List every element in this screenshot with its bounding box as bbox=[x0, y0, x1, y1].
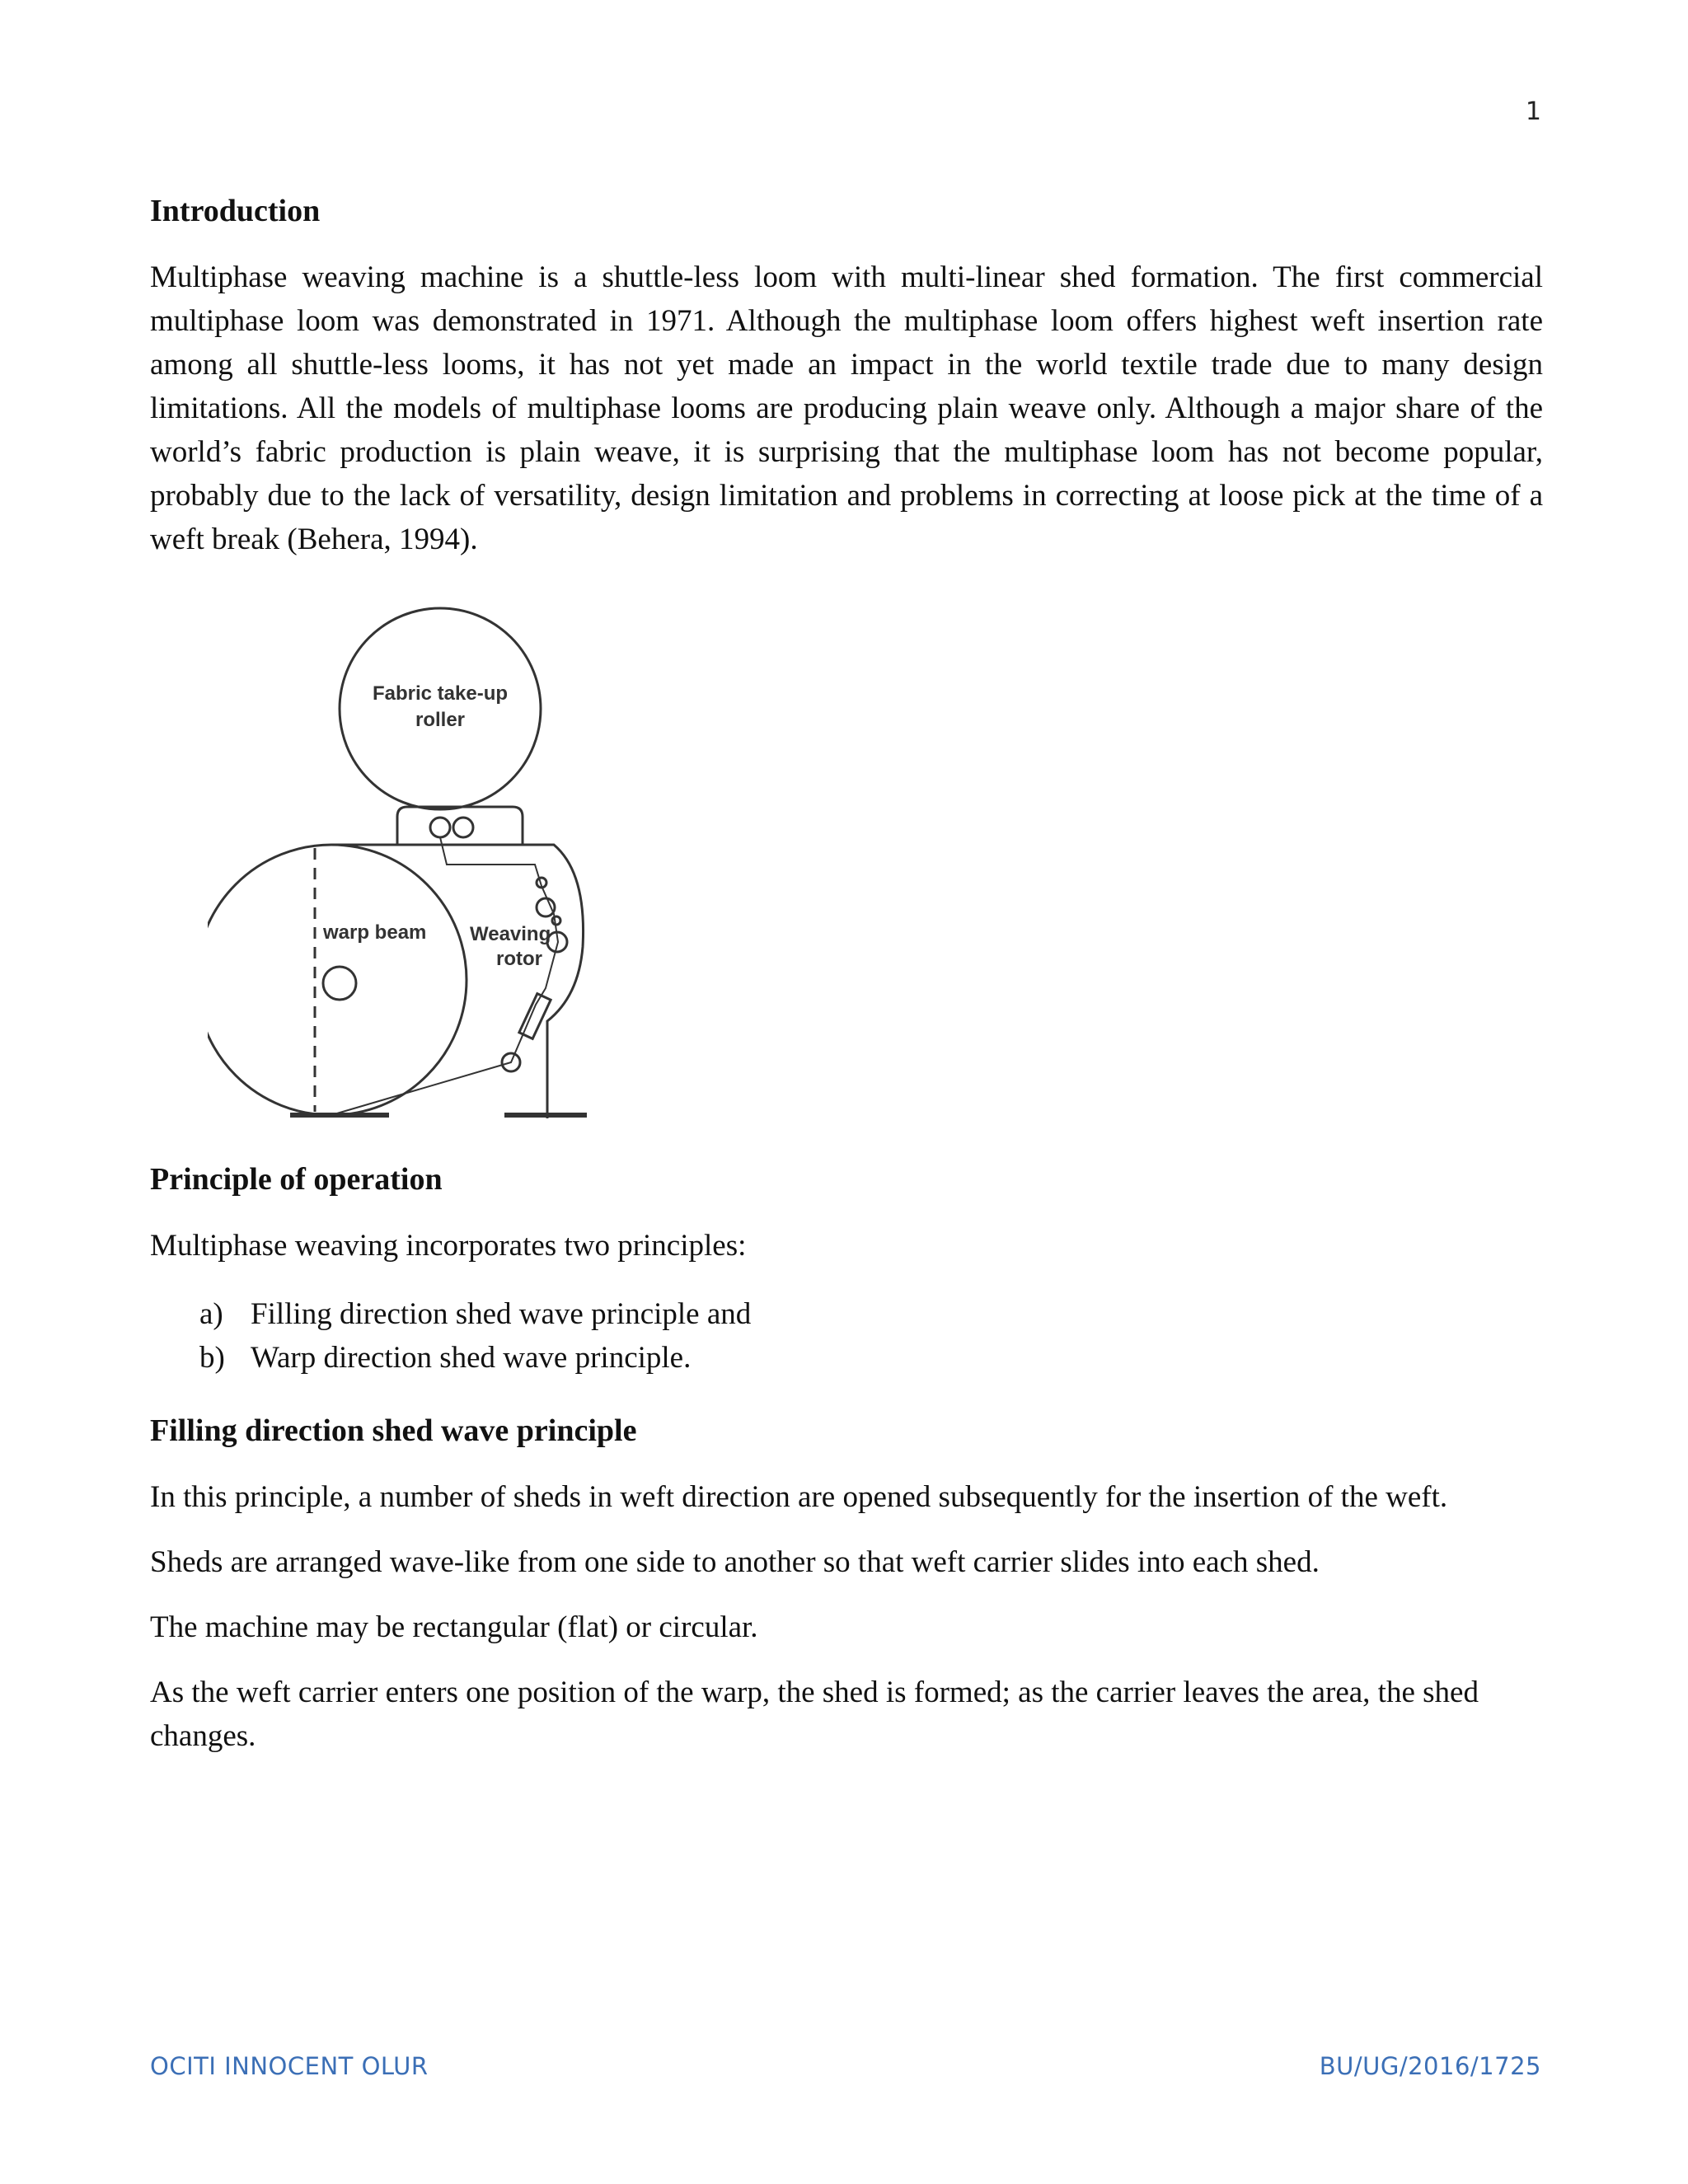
list-item bbox=[199, 1292, 1543, 1336]
footer-reg-number: BU/UG/2016/1725 bbox=[1319, 2052, 1541, 2080]
roller-label-line1: Fabric take-up bbox=[372, 682, 509, 705]
rotor-label-line2: rotor bbox=[496, 948, 542, 970]
principle-intro: Multiphase weaving incorporates two principles: bbox=[150, 1229, 747, 1263]
guide-roller-3 bbox=[552, 916, 560, 925]
list-marker: a) bbox=[199, 1297, 223, 1331]
page-footer bbox=[150, 2052, 1541, 2080]
footer-author: OCITI INNOCENT OLUR bbox=[150, 2052, 429, 2080]
guide-roller-2 bbox=[537, 898, 555, 916]
guide-roller-left bbox=[430, 818, 450, 837]
introduction-paragraph: Multiphase weaving machine is a shuttle-less loom with multi-linear shed formation. The first commercial multiphase loom was demonstrated in 1971. Although the multiphase loom offers highest weft insertion rate among all shuttle-less looms, it has not yet made an impact in the world textile trade due to many design limitations. All the models of multiphase looms are producing plain weave only. Although a major share of the world’s fabric production is plain weave, it is surprising that the multiphase loom has not become popular, probably due to the lack of versatility, design limitation and problems in correcting at loose pick at the time of a weft break (Behera, 1994). bbox=[150, 260, 1543, 556]
filling-paragraph-3: The machine may be rectangular (flat) or circular. bbox=[150, 1610, 758, 1644]
warp-beam-hub bbox=[323, 967, 356, 1000]
multiphase-loom-diagram bbox=[208, 601, 636, 1128]
introduction-heading: Introduction bbox=[150, 194, 321, 228]
list-item-text: Filling direction shed wave principle and bbox=[251, 1297, 752, 1331]
filling-heading: Filling direction shed wave principle bbox=[150, 1413, 637, 1448]
principles-list bbox=[199, 1292, 1543, 1380]
document-body bbox=[150, 188, 1543, 1758]
guide-housing bbox=[397, 807, 523, 845]
list-item bbox=[199, 1336, 1543, 1380]
filling-paragraph-2: Sheds are arranged wave-like from one side to another so that weft carrier slides into each shed. bbox=[150, 1545, 1320, 1579]
page-number: 1 bbox=[1525, 97, 1541, 126]
guide-roller-right bbox=[453, 818, 473, 837]
filling-paragraph-1: In this principle, a number of sheds in weft direction are opened subsequently for the insertion of the weft. bbox=[150, 1480, 1448, 1514]
list-marker: b) bbox=[199, 1341, 225, 1375]
warp-beam-label: warp beam bbox=[323, 921, 427, 944]
filling-paragraph-4: As the weft carrier enters one position of the warp, the shed is formed; as the carrier leaves the area, the shed changes. bbox=[150, 1675, 1479, 1753]
warp-yarn-path bbox=[331, 837, 558, 1115]
rotor-label-line1: Weaving bbox=[470, 923, 551, 945]
list-item-text: Warp direction shed wave principle. bbox=[251, 1341, 692, 1375]
warp-beam bbox=[208, 845, 467, 1115]
roller-label-line2: roller bbox=[415, 709, 466, 731]
principle-heading: Principle of operation bbox=[150, 1162, 443, 1197]
loom-diagram-svg bbox=[208, 601, 636, 1128]
